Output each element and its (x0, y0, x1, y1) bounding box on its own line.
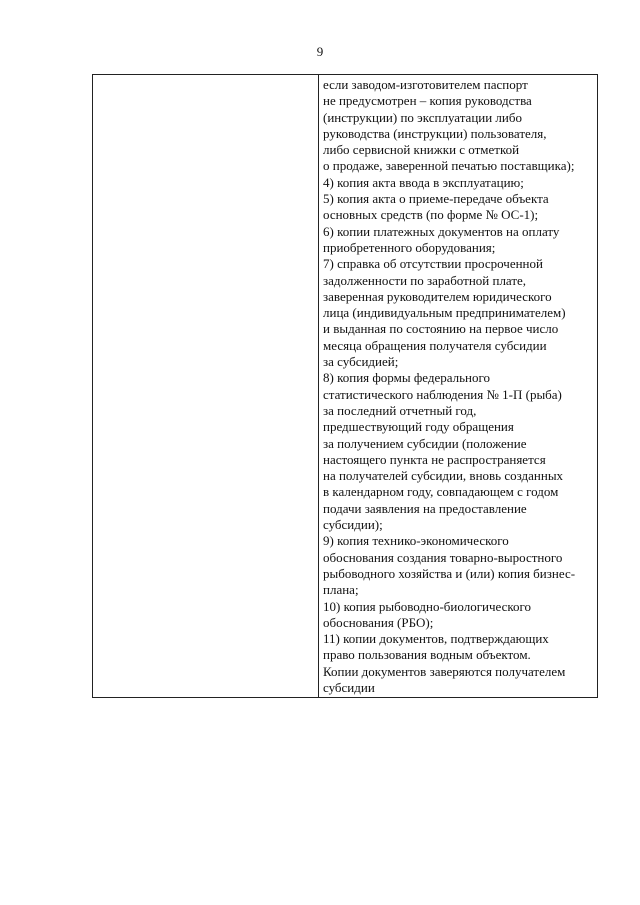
text-line: на получателей субсидии, вновь созданных (323, 468, 564, 484)
text-line: статистического наблюдения № 1-П (рыба) (323, 386, 562, 402)
document-table (92, 74, 598, 698)
text-line: руководства (инструкции) пользователя, (323, 125, 547, 141)
text-line: (инструкции) по эксплуатации либо (323, 109, 522, 125)
table-row (93, 75, 598, 698)
text-line: не предусмотрен – копия руководства (323, 93, 532, 109)
text-line: 10) копия рыбоводно-биологического (323, 598, 532, 614)
text-line: в календарном году, совпадающем с годом (323, 484, 559, 500)
text-line: лица (индивидуальным предпринимателем) (323, 305, 566, 321)
text-line: либо сервисной книжки с отметкой (323, 142, 520, 158)
text-line: рыбоводного хозяйства и (или) копия бизнес- (323, 565, 576, 581)
text-line: за получением субсидии (положение (323, 435, 527, 451)
text-line: обоснования создания товарно-выростного (323, 549, 563, 565)
text-line: субсидии); (323, 517, 383, 533)
text-line: если заводом-изготовителем паспорт (323, 77, 528, 92)
text-line: 8) копия формы федерального (323, 370, 490, 386)
page-number: 9 (316, 44, 324, 59)
text-line: плана; (323, 582, 359, 598)
text-line: заверенная руководителем юридического (323, 288, 552, 304)
text-line: и выданная по состоянию на первое число (323, 321, 559, 337)
text-line: настоящего пункта не распространяется (323, 451, 546, 467)
text-line: задолженности по заработной плате, (323, 272, 527, 288)
text-line: 7) справка об отсутствии просроченной (323, 256, 543, 272)
text-line: субсидии (323, 679, 375, 695)
text-line: подачи заявления на предоставление (323, 500, 527, 516)
text-line: 5) копия акта о приеме-передаче объекта (323, 191, 549, 207)
text-line: 9) копия технико-экономического (323, 533, 509, 549)
text-line: за субсидией; (323, 354, 399, 370)
right-cell (319, 75, 598, 698)
text-line: 11) копии документов, подтверждающих (323, 631, 549, 647)
text-line: приобретенного оборудования; (323, 239, 496, 255)
text-line: о продаже, заверенной печатью поставщика); (323, 158, 575, 174)
text-line: предшествующий году обращения (323, 419, 514, 435)
text-line: основных средств (по форме № ОС-1); (323, 207, 539, 223)
text-line: Копии документов заверяются получателем (323, 663, 566, 679)
left-cell (93, 75, 319, 698)
text-line: за последний отчетный год, (323, 402, 477, 418)
text-line: 4) копия акта ввода в эксплуатацию; (323, 174, 524, 190)
text-line: 6) копии платежных документов на оплату (323, 223, 560, 239)
text-line: месяца обращения получателя субсидии (323, 337, 547, 353)
text-line: право пользования водным объектом. (323, 647, 531, 663)
text-line: обоснования (РБО); (323, 614, 434, 630)
